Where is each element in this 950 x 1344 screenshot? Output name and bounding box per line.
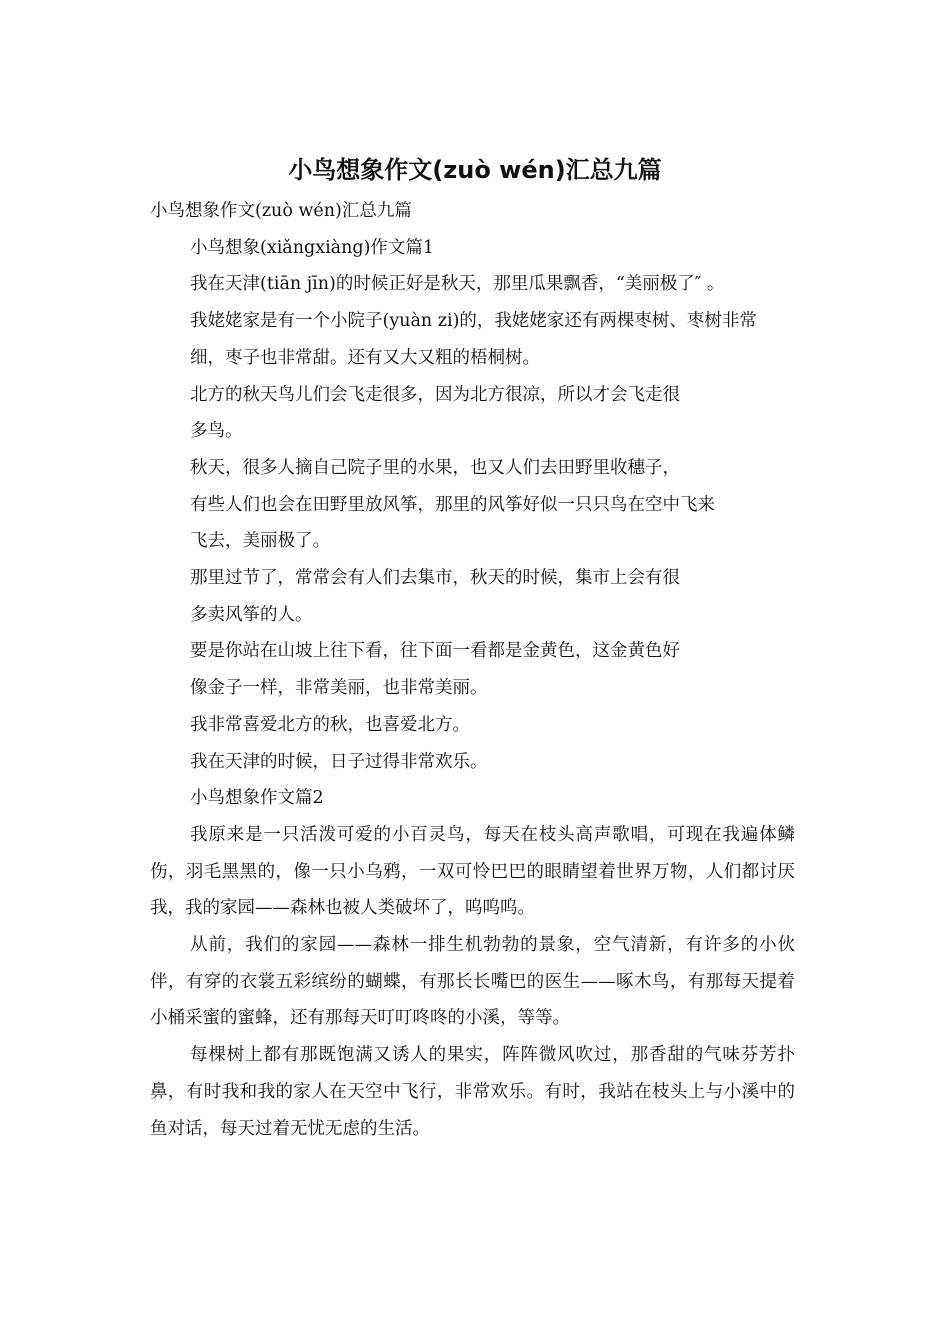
paragraph: 我非常喜爱北方的秋，也喜爱北方。 (190, 714, 470, 735)
paragraph: 飞去，美丽极了。 (190, 531, 330, 552)
subtitle-line: 小鸟想象作文(zuò wén)汇总九篇 (150, 201, 412, 221)
paragraph: 像金子一样，非常美丽，也非常美丽。 (190, 678, 488, 699)
paragraph: 有些人们也会在田野里放风筝，那里的风筝好似一只只鸟在空中飞来 (190, 494, 715, 515)
section-heading-2: 小鸟想象作文篇2 (190, 788, 324, 809)
paragraph: 从前，我们的家园——森林一排生机勃勃的景象，空气清新，有许多的小伙伴，有穿的衣裳五彩缤纷的蝴蝶，有那长长嘴巴的医生——啄木鸟，有那每天提着小桶采蜜的蜜蜂，还有那每天叮叮咚咚的小溪，等等。 (150, 935, 795, 1029)
paragraph: 那里过节了，常常会有人们去集市，秋天的时候，集市上会有很 (190, 568, 680, 589)
section-heading-1: 小鸟想象(xiǎngxiàng)作文篇1 (190, 237, 435, 258)
paragraph: 多卖风筝的人。 (190, 604, 313, 625)
paragraph: 北方的秋天鸟儿们会飞走很多，因为北方很凉，所以才会飞走很 (190, 384, 680, 405)
paragraph: 我姥姥家是有一个小院子(yuàn zi)的，我姥姥家还有两棵枣树、枣树非常 (190, 311, 757, 332)
paragraph: 我在天津的时候，日子过得非常欢乐。 (190, 751, 488, 772)
document-title: 小鸟想象作文(zuò wén)汇总九篇 (288, 156, 662, 184)
paragraph: 要是你站在山坡上往下看，往下面一看都是金黄色，这金黄色好 (190, 641, 680, 662)
paragraph: 细，枣子也非常甜。还有又大又粗的梧桐树。 (190, 347, 540, 368)
paragraph: 我在天津(tiān jīn)的时候正好是秋天，那里瓜果飘香，“美丽极了″ 。 (190, 274, 725, 295)
document-body (150, 193, 795, 1147)
paragraph: 秋天，很多人摘自己院子里的水果，也又人们去田野里收穗子， (190, 457, 680, 478)
paragraph: 每棵树上都有那既饱满又诱人的果实，阵阵微风吹过，那香甜的气味芬芳扑鼻，有时我和我的家人在天空中飞行，非常欢乐。有时，我站在枝头上与小溪中的鱼对话，每天过着无忧无虑的生活。 (150, 1045, 795, 1139)
paragraph: 我原来是一只活泼可爱的小百灵鸟，每天在枝头高声歌唱，可现在我遍体鳞伤，羽毛黑黑的，像一只小乌鸦，一双可怜巴巴的眼睛望着世界万物，人们都讨厌我，我的家园——森林也被人类破坏了，呜呜呜。 (150, 824, 795, 919)
paragraph: 多鸟。 (190, 421, 243, 442)
